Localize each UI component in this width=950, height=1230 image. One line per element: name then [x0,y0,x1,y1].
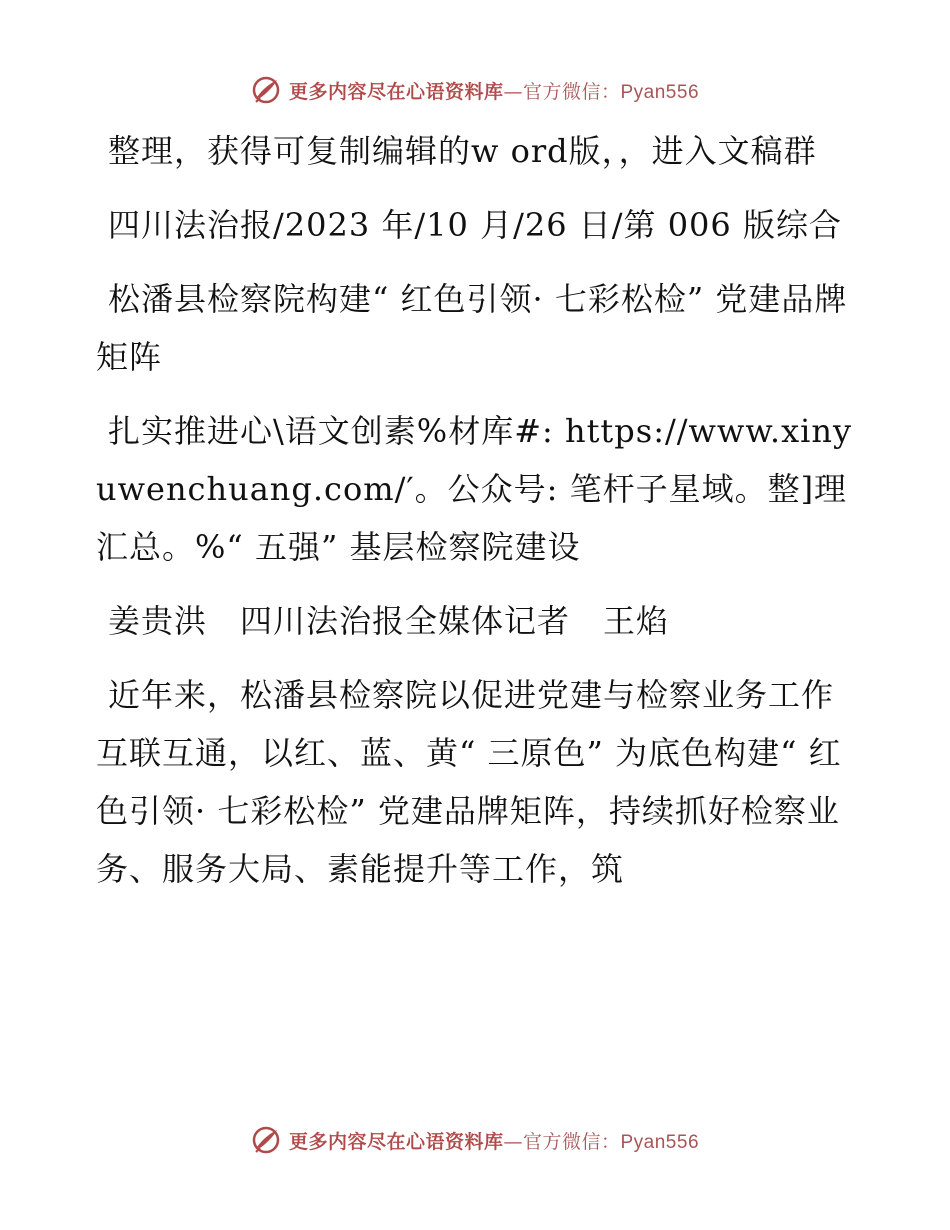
watermark-dash: — [503,80,523,103]
feather-quill-seal-icon [251,1125,281,1155]
watermark-text [289,1127,699,1154]
watermark-slogan: 更多内容尽在心语资料库 [288,80,504,103]
feather-quill-seal-icon [251,75,281,105]
paragraph-subheadline: 扎实推进心\语文创素%材库#: https://www.xinyuwenchuang.com/′。公众号: 笔杆子星域。整]理汇总。%“ 五强” 基层检察院建设 [96,412,853,566]
paragraph-byline: 姜贵洪 四川法治报全媒体记者 王焰 [108,602,670,640]
watermark-dash: — [503,1130,523,1153]
watermark-wechat-id: Pyan556 [620,1131,700,1153]
footer-watermark [0,1120,950,1160]
watermark-wechat-label: 官方微信： [522,80,621,103]
document-body [96,122,856,914]
watermark-wechat-id: Pyan556 [620,81,700,103]
header-watermark [0,70,950,110]
paragraph-intro: 整理，获得可复制编辑的w ord版，，进入文稿群 [108,132,817,170]
paragraph-body: 近年来，松潘县检察院以促进党建与检察业务工作互联互通，以红、蓝、黄“ 三原色” 为底色构建“ 红色引领· 七彩松检” 党建品牌矩阵，持续抓好检察业务、服务大局、素能提升等工作，筑 [96,676,842,888]
watermark-text [289,77,699,104]
watermark-wechat-label: 官方微信： [522,1130,621,1153]
paragraph-headline: 松潘县检察院构建“ 红色引领· 七彩松检” 党建品牌矩阵 [96,280,848,376]
paragraph-source: 四川法治报/2023 年/10 月/26 日/第 006 版综合 [108,206,842,244]
watermark-slogan: 更多内容尽在心语资料库 [288,1130,504,1153]
